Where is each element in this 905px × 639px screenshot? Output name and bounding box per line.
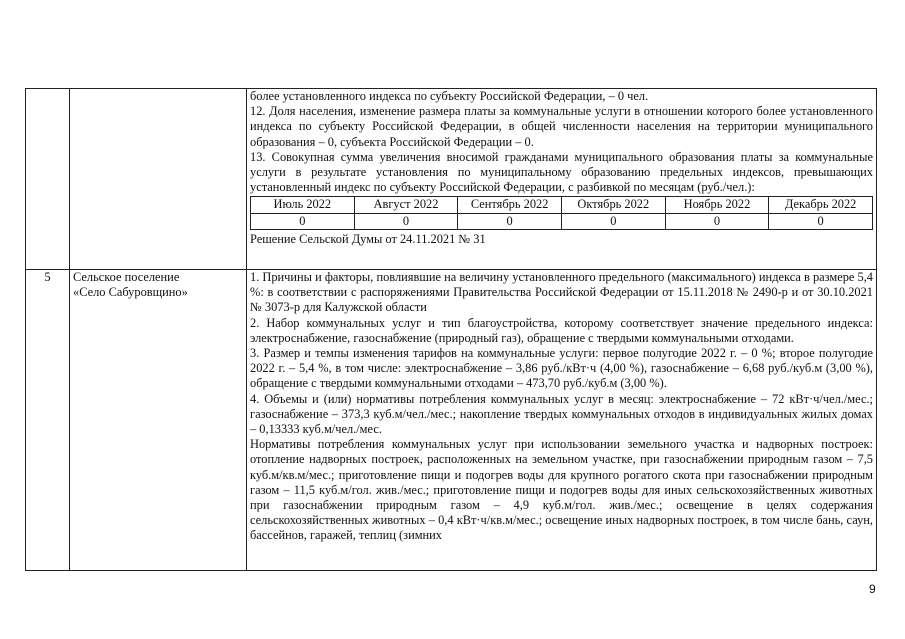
info-cell <box>247 270 877 571</box>
month-value: 0 <box>251 213 355 229</box>
paragraph: 3. Размер и темпы изменения тарифов на коммунальные услуги: первое полугодие 2022 г. – 0 %; второе полугодие 2022 г. – 5,4 %, в том числе: электроснабжение – 3,86 руб./кВт·ч (4,00 %), газоснабжение – 6,68 руб./куб.м (3,00 %), обращение с твердыми коммунальными отходами – 473,70 руб./куб.м (3,00 %). <box>250 346 873 391</box>
month-value: 0 <box>458 213 562 229</box>
row-number-cell: 5 <box>26 270 70 571</box>
data-table <box>25 88 877 571</box>
decision-reference: Решение Сельской Думы от 24.11.2021 № 31 <box>250 231 486 246</box>
month-value: 0 <box>561 213 665 229</box>
month-header: Август 2022 <box>354 197 458 213</box>
page-number: 9 <box>869 582 876 596</box>
settlement-name: «Село Сабуровщино» <box>73 285 188 300</box>
settlement-name: Сельское поселение <box>73 270 180 284</box>
settlement-cell <box>70 89 247 270</box>
month-header: Ноябрь 2022 <box>665 197 769 213</box>
paragraph: 12. Доля населения, изменение размера платы за коммунальные услуги в отношении которого более установленного индекса по субъекту Российской Федерации, в общей численности населения на территории муниципального образования – 0, субъекта Российской Федерации – 0. <box>250 104 873 149</box>
info-content <box>250 270 873 570</box>
months-value-row <box>251 213 873 229</box>
paragraph: 13. Совокупная сумма увеличения вносимой гражданами муниципального образования платы за коммунальные услуги в результате установления по муниципальному образованию предельных индексов, превышающих установленный индекс по субъекту Российской Федерации, с разбивкой по месяцам (руб./чел.): <box>250 149 873 195</box>
settlement-cell <box>70 270 247 571</box>
paragraph: Нормативы потребления коммунальных услуг при использовании земельного участка и надворных построек: отопление надворных построек, расположенных на земельном участке, при газоснабжении природным газом – 7,5 куб.м/кв.м/мес.; приготовление пищи и подогрев воды для крупного рогатого скота при газоснабжении природным газом – 11,5 куб.м/гол. жив./мес.; приготовление пищи и подогрев воды для иных сельскохозяйственных животных при газоснабжении природным газом – 4,9 куб.м/гол. жив./мес.; освещение в целях содержания сельскохозяйственных животных – 0,4 кВт·ч/кв.м/мес.; освещение иных надворных построек, в том числе бань, саун, бассейнов, гаражей, теплиц (зимних <box>250 437 873 543</box>
table-row <box>26 89 877 270</box>
month-value: 0 <box>665 213 769 229</box>
table-row <box>26 270 877 571</box>
months-header-row <box>251 197 873 213</box>
month-header: Декабрь 2022 <box>769 197 873 213</box>
monthly-sum-table <box>250 196 873 229</box>
month-header: Июль 2022 <box>251 197 355 213</box>
paragraph: 4. Объемы и (или) нормативы потребления коммунальных услуг в месяц: электроснабжение – 72 кВт·ч/чел./мес.; газоснабжение – 373,3 куб.м/чел./мес.; накопление твердых коммунальных отходов в индивидуальных жилых домах – 0,13333 куб.м/чел./мес. <box>250 391 873 437</box>
paragraph: 1. Причины и факторы, повлиявшие на величину установленного предельного (максимального) индекса в размере 5,4 %: в соответствии с распоряжениями Правительства Российской Федерации от 15.11.2018 № 2490-р и от 30.10.2021 № 3073-р для Калужской области <box>250 270 873 315</box>
month-value: 0 <box>354 213 458 229</box>
month-header: Октябрь 2022 <box>561 197 665 213</box>
row-number-cell <box>26 89 70 270</box>
paragraph: 2. Набор коммунальных услуг и тип благоустройства, которому соответствует значение предельного индекса: электроснабжение, газоснабжение (природный газ), обращение с твердыми коммунальными отходами. <box>250 315 873 345</box>
info-cell <box>247 89 877 270</box>
paragraph: более установленного индекса по субъекту Российской Федерации, – 0 чел. <box>250 89 649 103</box>
month-header: Сентябрь 2022 <box>458 197 562 213</box>
month-value: 0 <box>769 213 873 229</box>
